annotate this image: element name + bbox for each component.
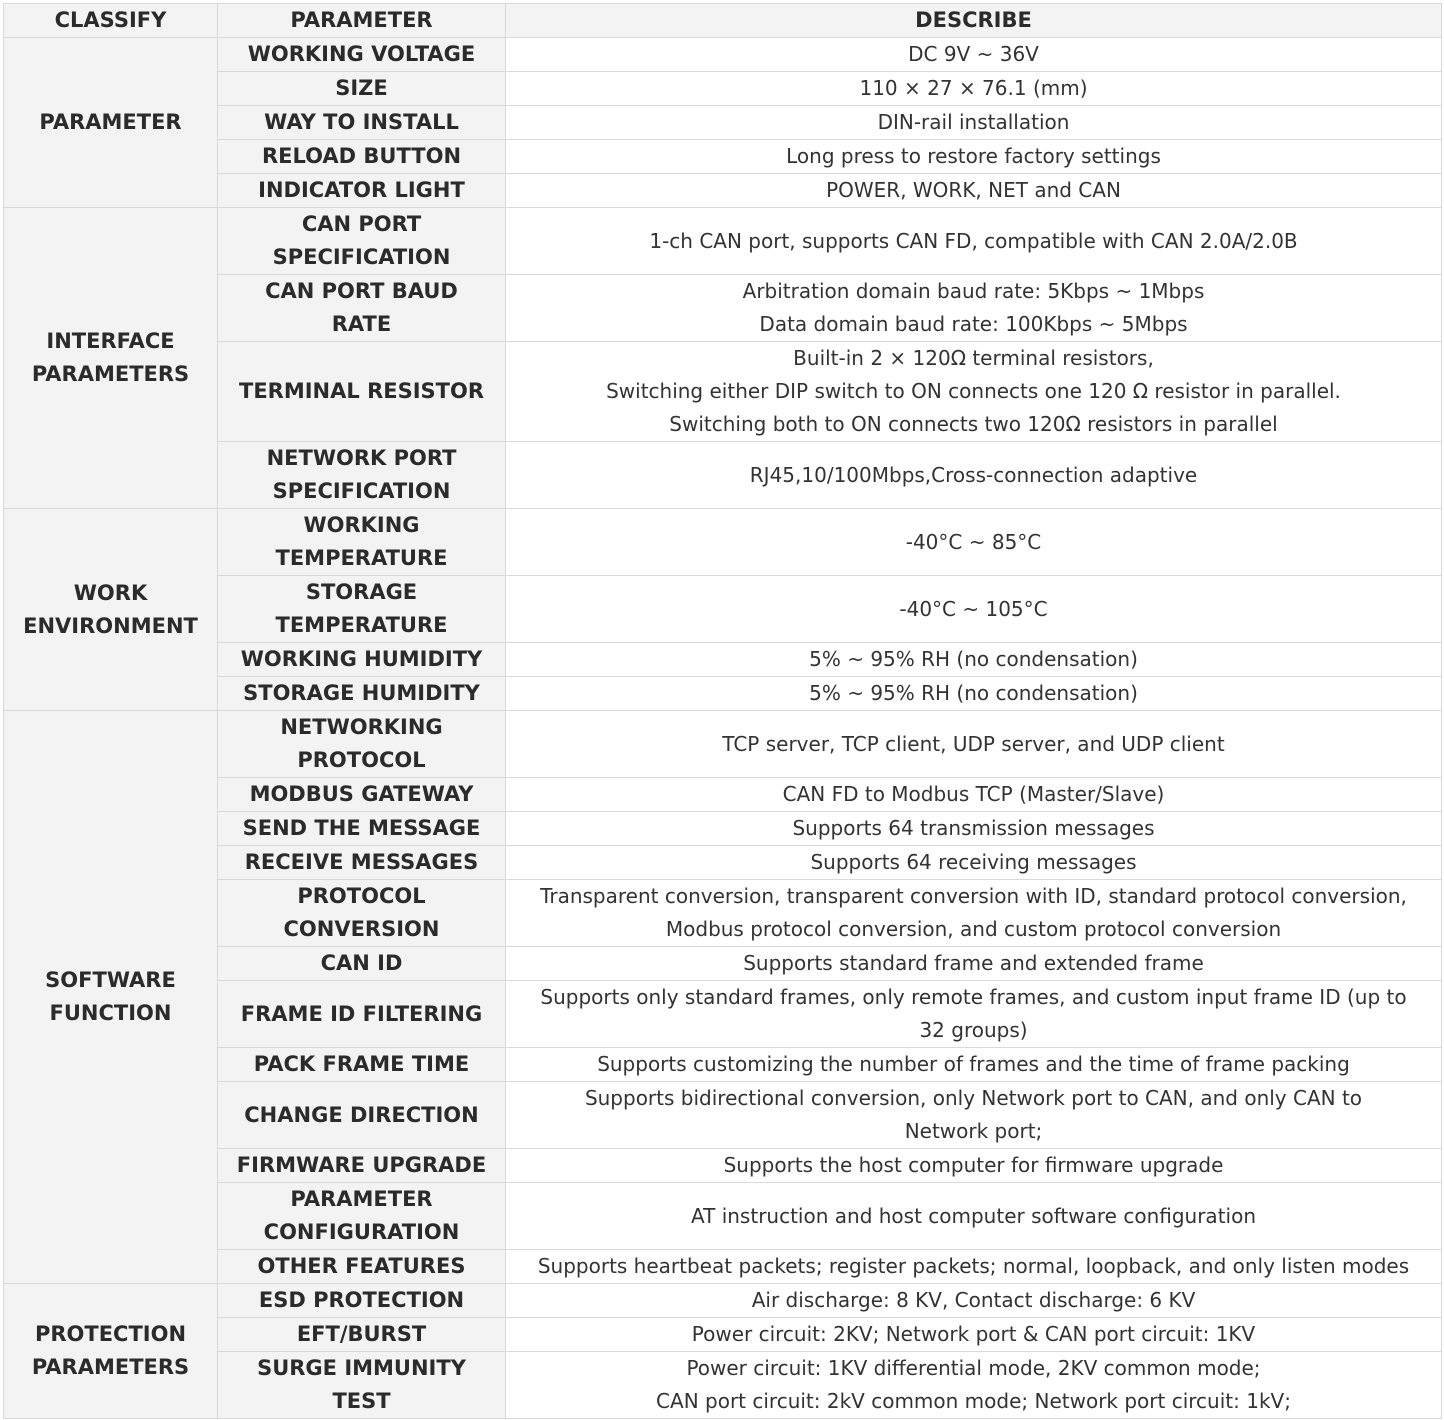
parameter-cell: FRAME ID FILTERING bbox=[218, 981, 506, 1048]
describe-cell: Supports customizing the number of frames and the time of frame packing bbox=[506, 1048, 1442, 1082]
describe-cell: AT instruction and host computer software configuration bbox=[506, 1183, 1442, 1250]
parameter-cell: SEND THE MESSAGE bbox=[218, 812, 506, 846]
parameter-cell: PARAMETER CONFIGURATION bbox=[218, 1183, 506, 1250]
header-classify: CLASSIFY bbox=[4, 4, 218, 38]
table-row bbox=[4, 208, 1442, 275]
describe-cell: CAN FD to Modbus TCP (Master/Slave) bbox=[506, 778, 1442, 812]
table-row bbox=[4, 1048, 1442, 1082]
table-row bbox=[4, 38, 1442, 72]
table-row bbox=[4, 1082, 1442, 1149]
table-row bbox=[4, 342, 1442, 442]
parameter-cell: MODBUS GATEWAY bbox=[218, 778, 506, 812]
classify-cell: WORK ENVIRONMENT bbox=[4, 509, 218, 711]
classify-cell: PARAMETER bbox=[4, 38, 218, 208]
parameter-cell: SIZE bbox=[218, 72, 506, 106]
describe-cell: Built-in 2 × 120Ω terminal resistors, Switching either DIP switch to ON connects one 120 Ω resistor in parallel. Switching both to ON connects two 120Ω resistors in parallel bbox=[506, 342, 1442, 442]
describe-cell: 5% ~ 95% RH (no condensation) bbox=[506, 677, 1442, 711]
table-row bbox=[4, 812, 1442, 846]
classify-cell: SOFTWARE FUNCTION bbox=[4, 711, 218, 1284]
parameter-cell: ESD PROTECTION bbox=[218, 1284, 506, 1318]
table-row bbox=[4, 275, 1442, 342]
table-row bbox=[4, 174, 1442, 208]
table-row bbox=[4, 509, 1442, 576]
describe-cell: Long press to restore factory settings bbox=[506, 140, 1442, 174]
header-parameter: PARAMETER bbox=[218, 4, 506, 38]
table-row bbox=[4, 677, 1442, 711]
parameter-cell: EFT/BURST bbox=[218, 1318, 506, 1352]
describe-cell: Supports 64 receiving messages bbox=[506, 846, 1442, 880]
parameter-cell: STORAGE HUMIDITY bbox=[218, 677, 506, 711]
parameter-cell: STORAGE TEMPERATURE bbox=[218, 576, 506, 643]
table-row bbox=[4, 711, 1442, 778]
table-row bbox=[4, 947, 1442, 981]
classify-cell: INTERFACE PARAMETERS bbox=[4, 208, 218, 509]
table-row bbox=[4, 1149, 1442, 1183]
parameter-cell: RECEIVE MESSAGES bbox=[218, 846, 506, 880]
describe-cell: Supports bidirectional conversion, only Network port to CAN, and only CAN to Network port; bbox=[506, 1082, 1442, 1149]
header-row bbox=[4, 4, 1442, 38]
table-row bbox=[4, 1284, 1442, 1318]
table-row bbox=[4, 778, 1442, 812]
parameter-cell: OTHER FEATURES bbox=[218, 1250, 506, 1284]
describe-cell: 5% ~ 95% RH (no condensation) bbox=[506, 643, 1442, 677]
parameter-cell: CAN PORT BAUD RATE bbox=[218, 275, 506, 342]
parameter-cell: RELOAD BUTTON bbox=[218, 140, 506, 174]
describe-cell: Supports standard frame and extended frame bbox=[506, 947, 1442, 981]
header-describe: DESCRIBE bbox=[506, 4, 1442, 38]
describe-cell: Arbitration domain baud rate: 5Kbps ~ 1Mbps Data domain baud rate: 100Kbps ~ 5Mbps bbox=[506, 275, 1442, 342]
describe-cell: Power circuit: 2KV; Network port & CAN port circuit: 1KV bbox=[506, 1318, 1442, 1352]
table-row bbox=[4, 846, 1442, 880]
parameter-cell: TERMINAL RESISTOR bbox=[218, 342, 506, 442]
parameter-cell: WORKING VOLTAGE bbox=[218, 38, 506, 72]
classify-cell: PROTECTION PARAMETERS bbox=[4, 1284, 218, 1419]
table-row bbox=[4, 643, 1442, 677]
describe-cell: 110 × 27 × 76.1 (mm) bbox=[506, 72, 1442, 106]
parameter-cell: INDICATOR LIGHT bbox=[218, 174, 506, 208]
table-row bbox=[4, 140, 1442, 174]
describe-cell: Supports only standard frames, only remote frames, and custom input frame ID (up to 32 groups) bbox=[506, 981, 1442, 1048]
parameter-cell: WAY TO INSTALL bbox=[218, 106, 506, 140]
table-row bbox=[4, 106, 1442, 140]
describe-cell: Supports 64 transmission messages bbox=[506, 812, 1442, 846]
parameter-cell: FIRMWARE UPGRADE bbox=[218, 1149, 506, 1183]
spec-body bbox=[4, 38, 1442, 1419]
describe-cell: Supports the host computer for firmware upgrade bbox=[506, 1149, 1442, 1183]
table-row bbox=[4, 442, 1442, 509]
table-row bbox=[4, 1250, 1442, 1284]
parameter-cell: CHANGE DIRECTION bbox=[218, 1082, 506, 1149]
describe-cell: 1-ch CAN port, supports CAN FD, compatible with CAN 2.0A/2.0B bbox=[506, 208, 1442, 275]
parameter-cell: CAN ID bbox=[218, 947, 506, 981]
table-row bbox=[4, 880, 1442, 947]
table-row bbox=[4, 981, 1442, 1048]
describe-cell: -40°C ~ 85°C bbox=[506, 509, 1442, 576]
describe-cell: RJ45,10/100Mbps,Cross-connection adaptive bbox=[506, 442, 1442, 509]
describe-cell: Power circuit: 1KV differential mode, 2KV common mode; CAN port circuit: 2kV common mode; Network port circuit: 1kV; bbox=[506, 1352, 1442, 1419]
parameter-cell: NETWORKING PROTOCOL bbox=[218, 711, 506, 778]
parameter-cell: PACK FRAME TIME bbox=[218, 1048, 506, 1082]
describe-cell: POWER, WORK, NET and CAN bbox=[506, 174, 1442, 208]
spec-table bbox=[3, 3, 1442, 1419]
parameter-cell: SURGE IMMUNITY TEST bbox=[218, 1352, 506, 1419]
parameter-cell: NETWORK PORT SPECIFICATION bbox=[218, 442, 506, 509]
table-row bbox=[4, 1183, 1442, 1250]
table-row bbox=[4, 72, 1442, 106]
parameter-cell: WORKING HUMIDITY bbox=[218, 643, 506, 677]
describe-cell: DIN-rail installation bbox=[506, 106, 1442, 140]
table-row bbox=[4, 1352, 1442, 1419]
table-row bbox=[4, 576, 1442, 643]
parameter-cell: WORKING TEMPERATURE bbox=[218, 509, 506, 576]
table-row bbox=[4, 1318, 1442, 1352]
describe-cell: -40°C ~ 105°C bbox=[506, 576, 1442, 643]
describe-cell: Supports heartbeat packets; register packets; normal, loopback, and only listen modes bbox=[506, 1250, 1442, 1284]
describe-cell: DC 9V ~ 36V bbox=[506, 38, 1442, 72]
describe-cell: Air discharge: 8 KV, Contact discharge: 6 KV bbox=[506, 1284, 1442, 1318]
parameter-cell: PROTOCOL CONVERSION bbox=[218, 880, 506, 947]
parameter-cell: CAN PORT SPECIFICATION bbox=[218, 208, 506, 275]
describe-cell: Transparent conversion, transparent conversion with ID, standard protocol conversion, Modbus protocol conversion, and custom protocol conversion bbox=[506, 880, 1442, 947]
describe-cell: TCP server, TCP client, UDP server, and UDP client bbox=[506, 711, 1442, 778]
